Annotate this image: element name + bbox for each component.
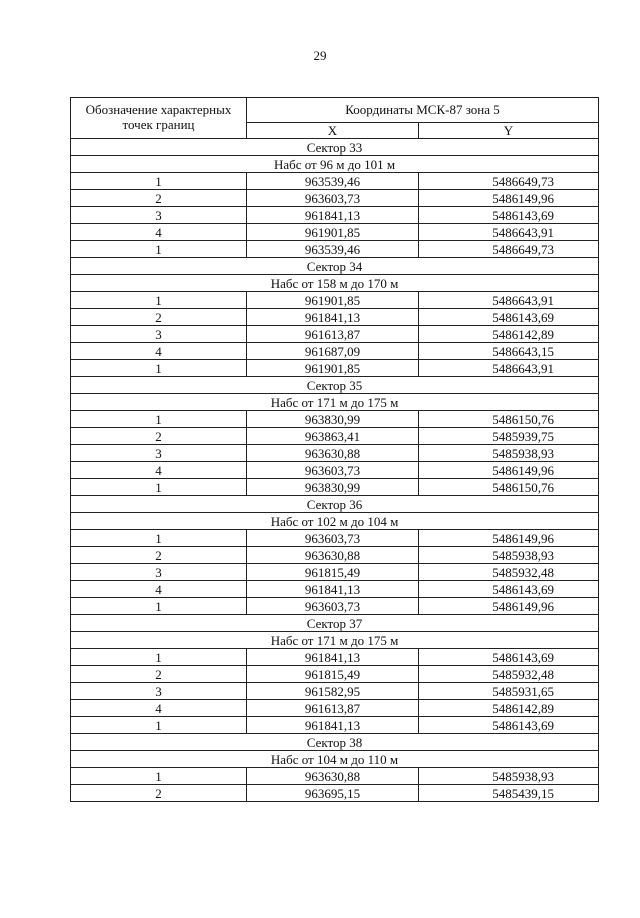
y-coordinate-cell: 5486643,91 <box>419 224 599 241</box>
sector-title-row <box>71 496 599 513</box>
point-cell: 1 <box>71 598 247 615</box>
table-body <box>71 139 599 802</box>
x-coordinate-cell: 963603,73 <box>247 462 419 479</box>
x-coordinate-cell: 961613,87 <box>247 326 419 343</box>
x-coordinate-cell: 961901,85 <box>247 292 419 309</box>
point-cell: 1 <box>71 649 247 666</box>
point-cell: 3 <box>71 207 247 224</box>
y-coordinate-cell: 5485439,15 <box>419 785 599 802</box>
x-coordinate-cell: 963830,99 <box>247 479 419 496</box>
point-cell: 3 <box>71 326 247 343</box>
sector-height-range: Набс от 171 м до 175 м <box>71 632 599 649</box>
sector-title: Сектор 33 <box>71 139 599 156</box>
table-row <box>71 649 599 666</box>
header-point-label: Обозначение характерных точек границ <box>71 98 247 139</box>
point-cell: 4 <box>71 700 247 717</box>
point-cell: 2 <box>71 785 247 802</box>
point-cell: 3 <box>71 564 247 581</box>
y-coordinate-cell: 5486143,69 <box>419 207 599 224</box>
x-coordinate-cell: 963539,46 <box>247 241 419 258</box>
table-row <box>71 598 599 615</box>
header-x-label: X <box>247 122 419 138</box>
y-coordinate-cell: 5485938,93 <box>419 768 599 785</box>
coordinates-table <box>70 97 599 802</box>
x-coordinate-cell: 961687,09 <box>247 343 419 360</box>
table-row <box>71 683 599 700</box>
point-cell: 2 <box>71 309 247 326</box>
x-coordinate-cell: 961582,95 <box>247 683 419 700</box>
table-row <box>71 462 599 479</box>
table-row <box>71 564 599 581</box>
x-coordinate-cell: 961815,49 <box>247 666 419 683</box>
point-cell: 4 <box>71 224 247 241</box>
y-coordinate-cell: 5485932,48 <box>419 564 599 581</box>
x-coordinate-cell: 961841,13 <box>247 581 419 598</box>
y-coordinate-cell: 5486149,96 <box>419 530 599 547</box>
y-coordinate-cell: 5486150,76 <box>419 411 599 428</box>
sector-height-row <box>71 632 599 649</box>
y-coordinate-cell: 5486142,89 <box>419 326 599 343</box>
x-coordinate-cell: 961841,13 <box>247 309 419 326</box>
table-row <box>71 207 599 224</box>
y-coordinate-cell: 5486643,91 <box>419 292 599 309</box>
x-coordinate-cell: 963830,99 <box>247 411 419 428</box>
point-cell: 2 <box>71 666 247 683</box>
table-row <box>71 292 599 309</box>
sector-title-row <box>71 615 599 632</box>
sector-title: Сектор 34 <box>71 258 599 275</box>
y-coordinate-cell: 5485938,93 <box>419 547 599 564</box>
x-coordinate-cell: 963603,73 <box>247 190 419 207</box>
table-row <box>71 785 599 802</box>
table-row <box>71 309 599 326</box>
sector-height-row <box>71 156 599 173</box>
point-cell: 1 <box>71 717 247 734</box>
y-coordinate-cell: 5485939,75 <box>419 428 599 445</box>
point-cell: 1 <box>71 360 247 377</box>
y-coordinate-cell: 5486143,69 <box>419 649 599 666</box>
y-coordinate-cell: 5486149,96 <box>419 598 599 615</box>
sector-height-range: Набс от 158 м до 170 м <box>71 275 599 292</box>
header-y-label: Y <box>419 122 599 138</box>
x-coordinate-cell: 961841,13 <box>247 649 419 666</box>
x-coordinate-cell: 963863,41 <box>247 428 419 445</box>
y-coordinate-cell: 5486143,69 <box>419 717 599 734</box>
sector-title-row <box>71 734 599 751</box>
table-row <box>71 241 599 258</box>
x-coordinate-cell: 963603,73 <box>247 598 419 615</box>
sector-title-row <box>71 258 599 275</box>
x-coordinate-cell: 961815,49 <box>247 564 419 581</box>
y-coordinate-cell: 5486649,73 <box>419 173 599 190</box>
table-row <box>71 666 599 683</box>
y-coordinate-cell: 5486150,76 <box>419 479 599 496</box>
sector-title: Сектор 36 <box>71 496 599 513</box>
x-coordinate-cell: 963539,46 <box>247 173 419 190</box>
y-coordinate-cell: 5485938,93 <box>419 445 599 462</box>
table-row <box>71 224 599 241</box>
x-coordinate-cell: 963603,73 <box>247 530 419 547</box>
table-row <box>71 326 599 343</box>
header-coord-label: Координаты МСК-87 зона 5 <box>247 98 599 123</box>
sector-height-range: Набс от 96 м до 101 м <box>71 156 599 173</box>
table-row <box>71 530 599 547</box>
table-row <box>71 768 599 785</box>
point-cell: 1 <box>71 768 247 785</box>
y-coordinate-cell: 5486149,96 <box>419 462 599 479</box>
point-cell: 4 <box>71 581 247 598</box>
table-row <box>71 445 599 462</box>
sector-title: Сектор 37 <box>71 615 599 632</box>
table-row <box>71 700 599 717</box>
y-coordinate-cell: 5486649,73 <box>419 241 599 258</box>
table-row <box>71 343 599 360</box>
x-coordinate-cell: 963695,15 <box>247 785 419 802</box>
sector-height-row <box>71 275 599 292</box>
table-row <box>71 360 599 377</box>
sector-title: Сектор 35 <box>71 377 599 394</box>
page-number: 29 <box>313 48 327 63</box>
point-cell: 1 <box>71 479 247 496</box>
sector-height-range: Набс от 171 м до 175 м <box>71 394 599 411</box>
point-cell: 2 <box>71 428 247 445</box>
point-cell: 3 <box>71 683 247 700</box>
point-cell: 2 <box>71 547 247 564</box>
sector-title-row <box>71 377 599 394</box>
table-header <box>71 98 599 139</box>
sector-height-row <box>71 751 599 768</box>
y-coordinate-cell: 5486143,69 <box>419 581 599 598</box>
x-coordinate-cell: 961901,85 <box>247 360 419 377</box>
point-cell: 1 <box>71 173 247 190</box>
table-row <box>71 173 599 190</box>
point-cell: 2 <box>71 190 247 207</box>
table-row <box>71 581 599 598</box>
x-coordinate-cell: 961841,13 <box>247 207 419 224</box>
y-coordinate-cell: 5486643,91 <box>419 360 599 377</box>
x-coordinate-cell: 963630,88 <box>247 768 419 785</box>
point-cell: 1 <box>71 241 247 258</box>
sector-title: Сектор 38 <box>71 734 599 751</box>
x-coordinate-cell: 963630,88 <box>247 547 419 564</box>
table-row <box>71 428 599 445</box>
x-coordinate-cell: 961841,13 <box>247 717 419 734</box>
y-coordinate-cell: 5486143,69 <box>419 309 599 326</box>
sector-height-row <box>71 394 599 411</box>
y-coordinate-cell: 5485932,48 <box>419 666 599 683</box>
point-cell: 1 <box>71 292 247 309</box>
point-cell: 1 <box>71 530 247 547</box>
y-coordinate-cell: 5485931,65 <box>419 683 599 700</box>
table-row <box>71 479 599 496</box>
sector-height-row <box>71 513 599 530</box>
x-coordinate-cell: 961901,85 <box>247 224 419 241</box>
x-coordinate-cell: 961613,87 <box>247 700 419 717</box>
point-cell: 3 <box>71 445 247 462</box>
sector-title-row <box>71 139 599 156</box>
point-cell: 1 <box>71 411 247 428</box>
sector-height-range: Набс от 104 м до 110 м <box>71 751 599 768</box>
y-coordinate-cell: 5486149,96 <box>419 190 599 207</box>
table-row <box>71 717 599 734</box>
point-cell: 4 <box>71 343 247 360</box>
point-cell: 4 <box>71 462 247 479</box>
table-row <box>71 190 599 207</box>
y-coordinate-cell: 5486142,89 <box>419 700 599 717</box>
y-coordinate-cell: 5486643,15 <box>419 343 599 360</box>
sector-height-range: Набс от 102 м до 104 м <box>71 513 599 530</box>
x-coordinate-cell: 963630,88 <box>247 445 419 462</box>
table-row <box>71 411 599 428</box>
table-row <box>71 547 599 564</box>
